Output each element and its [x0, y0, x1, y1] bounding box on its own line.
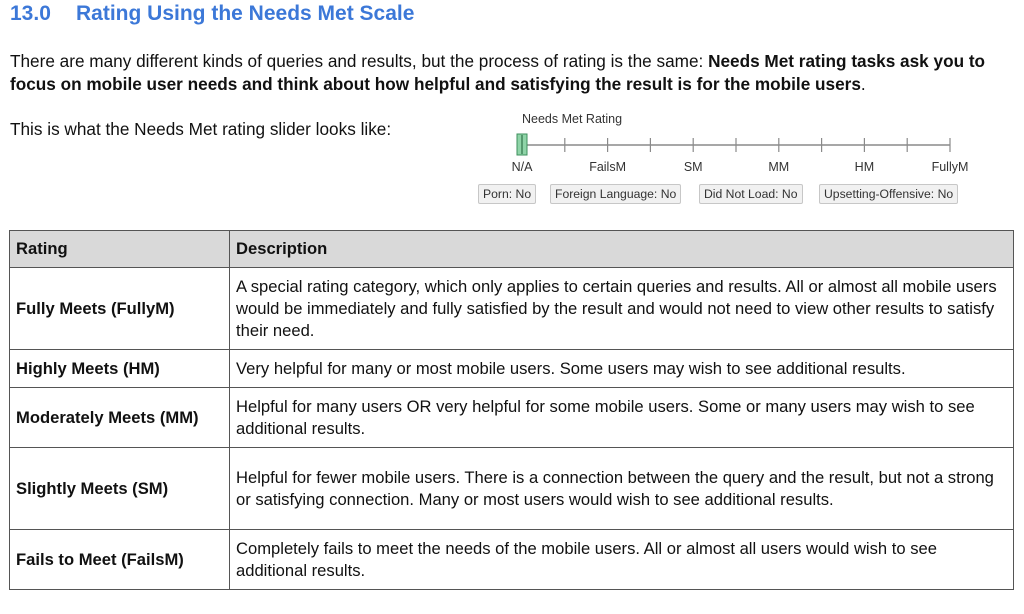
rating-description: Completely fails to meet the needs of the mobile users. All or almost all users would wish to see additional results. [230, 530, 1014, 590]
flag-did-not-load[interactable]: Did Not Load: No [699, 184, 803, 204]
table-row [10, 448, 1014, 530]
rating-description: Helpful for many users OR very helpful for some mobile users. Some or many users may wish to see additional results. [230, 388, 1014, 448]
table-header-row [10, 231, 1014, 268]
rating-description: A special rating category, which only applies to certain queries and results. All or almost all mobile users would be immediately and fully satisfied by the result and would not need to view other results to satisfy their need. [230, 268, 1014, 350]
section-title: Rating Using the Needs Met Scale [76, 2, 415, 25]
slider-track-graphic[interactable] [478, 130, 978, 160]
intro-bold-text: Needs Met rating tasks ask you to focus on mobile user needs and think about how helpful and satisfying the result is for the mobile users [10, 51, 986, 94]
intro-plain-text: There are many different kinds of queries and results, but the process of rating is the same: [10, 51, 709, 71]
rating-name: Slightly Meets (SM) [10, 448, 230, 530]
needs-met-slider[interactable] [478, 112, 978, 212]
flag-foreign-language[interactable]: Foreign Language: No [550, 184, 681, 204]
flag-porn[interactable]: Porn: No [478, 184, 536, 204]
table-row [10, 268, 1014, 350]
rating-description: Helpful for fewer mobile users. There is a connection between the query and the result, but not a strong or satisfying connection. Many or most users would wish to see additional results. [230, 448, 1014, 530]
header-description: Description [230, 231, 1014, 268]
flag-upsetting-offensive[interactable]: Upsetting-Offensive: No [819, 184, 958, 204]
rating-name: Highly Meets (HM) [10, 350, 230, 388]
intro-end-text: . [860, 74, 866, 94]
slider-tick-label: FullyM [931, 160, 969, 174]
slider-title: Needs Met Rating [522, 112, 623, 126]
slider-tick-label: HM [854, 160, 875, 174]
slider-tick-label: MM [768, 160, 790, 174]
rating-name: Fails to Meet (FailsM) [10, 530, 230, 590]
slider-tick-label: SM [683, 160, 703, 174]
rating-name: Fully Meets (FullyM) [10, 268, 230, 350]
section-heading [10, 2, 414, 26]
intro-paragraph [10, 50, 1015, 96]
section-number: 13.0 [10, 2, 51, 25]
header-rating: Rating [10, 231, 230, 268]
slider-caption: This is what the Needs Met rating slider looks like: [10, 119, 392, 139]
table-row [10, 350, 1014, 388]
rating-description: Very helpful for many or most mobile users. Some users may wish to see additional results. [230, 350, 1014, 388]
needs-met-table [9, 230, 1014, 590]
slider-tick-label: N/A [511, 160, 533, 174]
slider-tick-label: FailsM [589, 160, 626, 174]
table-row [10, 388, 1014, 448]
table-row [10, 530, 1014, 590]
rating-name: Moderately Meets (MM) [10, 388, 230, 448]
